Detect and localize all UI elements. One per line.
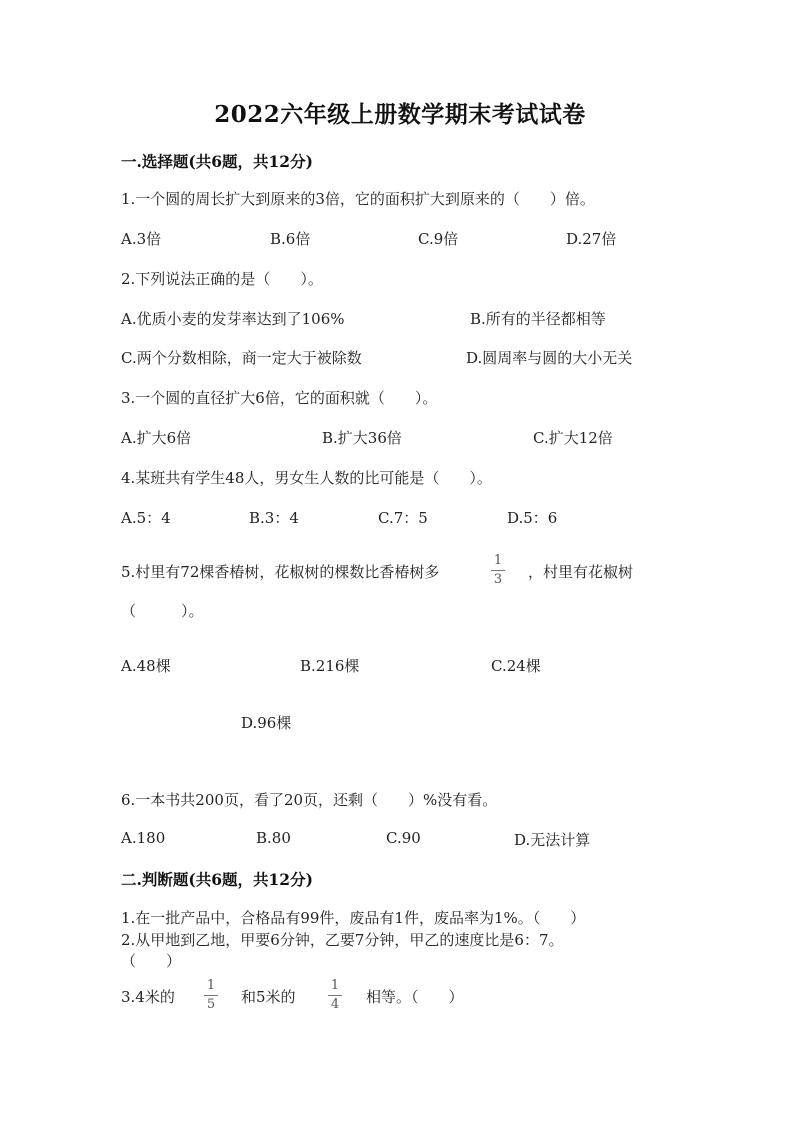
question-2-option-d: D.圆周率与圆的大小无关 (466, 349, 633, 367)
question-5-option-b: B.216棵 (300, 657, 360, 675)
fraction-denominator: 4 (330, 997, 340, 1012)
question-6-option-a: A.180 (121, 829, 166, 847)
judgment-3-fraction-1 (203, 979, 219, 1012)
question-1-option-b: B.6倍 (270, 230, 311, 248)
question-4-option-a: A.5：4 (121, 509, 171, 527)
question-3-option-c: C.扩大12倍 (533, 429, 613, 447)
judgment-1-text: 1.在一批产品中，合格品有99件，废品有1件，废品率为1%。（ ） (121, 909, 586, 927)
question-4-text: 4.某班共有学生48人，男女生人数的比可能是（ ）。 (121, 469, 492, 487)
question-6-text: 6.一本书共200页，看了20页，还剩（ ）%没有看。 (121, 791, 498, 809)
judgment-2-text-line2: （ ） (121, 952, 182, 970)
judgment-3-part1: 3.4米的 (121, 988, 175, 1006)
question-1-option-d: D.27倍 (566, 230, 617, 248)
question-1-text: 1.一个圆的周长扩大到原来的3倍，它的面积扩大到原来的（ ）倍。 (121, 190, 595, 208)
judgment-3-fraction-2 (327, 979, 343, 1012)
fraction-numerator: 1 (330, 978, 340, 993)
question-3-option-a: A.扩大6倍 (121, 429, 192, 447)
question-5-option-d: D.96棵 (241, 714, 292, 732)
fraction-bar (204, 995, 218, 996)
section-heading-choice: 一.选择题(共6题，共12分) (121, 152, 313, 171)
question-3-option-b: B.扩大36倍 (322, 429, 402, 447)
question-2-option-a: A.优质小麦的发芽率达到了106% (121, 310, 345, 328)
question-2-text: 2.下列说法正确的是（ ）。 (121, 270, 323, 288)
question-4-option-c: C.7：5 (378, 509, 428, 527)
section-heading-judgment: 二.判断题(共6题，共12分) (121, 870, 313, 889)
question-4-option-b: B.3：4 (249, 509, 299, 527)
question-5-fraction (490, 554, 506, 587)
question-5-text-before: 5.村里有72棵香椿树，花椒树的棵数比香椿树多 (121, 563, 440, 581)
question-6-option-d: D.无法计算 (514, 831, 591, 849)
question-5-option-c: C.24棵 (491, 657, 541, 675)
question-1-option-c: C.9倍 (418, 230, 459, 248)
page-title: 2022六年级上册数学期末考试试卷 (214, 101, 586, 128)
question-5-text-line2: （ ）。 (121, 602, 204, 620)
fraction-numerator: 1 (493, 553, 503, 568)
question-5-option-a: A.48棵 (121, 657, 171, 675)
fraction-bar (491, 570, 505, 571)
question-1-option-a: A.3倍 (121, 230, 162, 248)
question-2-option-b: B.所有的半径都相等 (470, 310, 606, 328)
question-4-option-d: D.5：6 (507, 509, 558, 527)
fraction-denominator: 3 (493, 572, 503, 587)
fraction-denominator: 5 (206, 997, 216, 1012)
judgment-3-part3: 相等。（ ） (366, 988, 464, 1006)
question-3-text: 3.一个圆的直径扩大6倍，它的面积就（ ）。 (121, 389, 438, 407)
judgment-2-text: 2.从甲地到乙地，甲要6分钟，乙要7分钟，甲乙的速度比是6：7。 (121, 931, 564, 949)
judgment-3-part2: 和5米的 (241, 988, 296, 1006)
fraction-numerator: 1 (206, 978, 216, 993)
fraction-bar (328, 995, 342, 996)
question-2-option-c: C.两个分数相除，商一定大于被除数 (121, 349, 362, 367)
question-5-text-after: ，村里有花椒树 (528, 563, 634, 581)
question-6-option-b: B.80 (256, 829, 291, 847)
question-6-option-c: C.90 (386, 829, 421, 847)
